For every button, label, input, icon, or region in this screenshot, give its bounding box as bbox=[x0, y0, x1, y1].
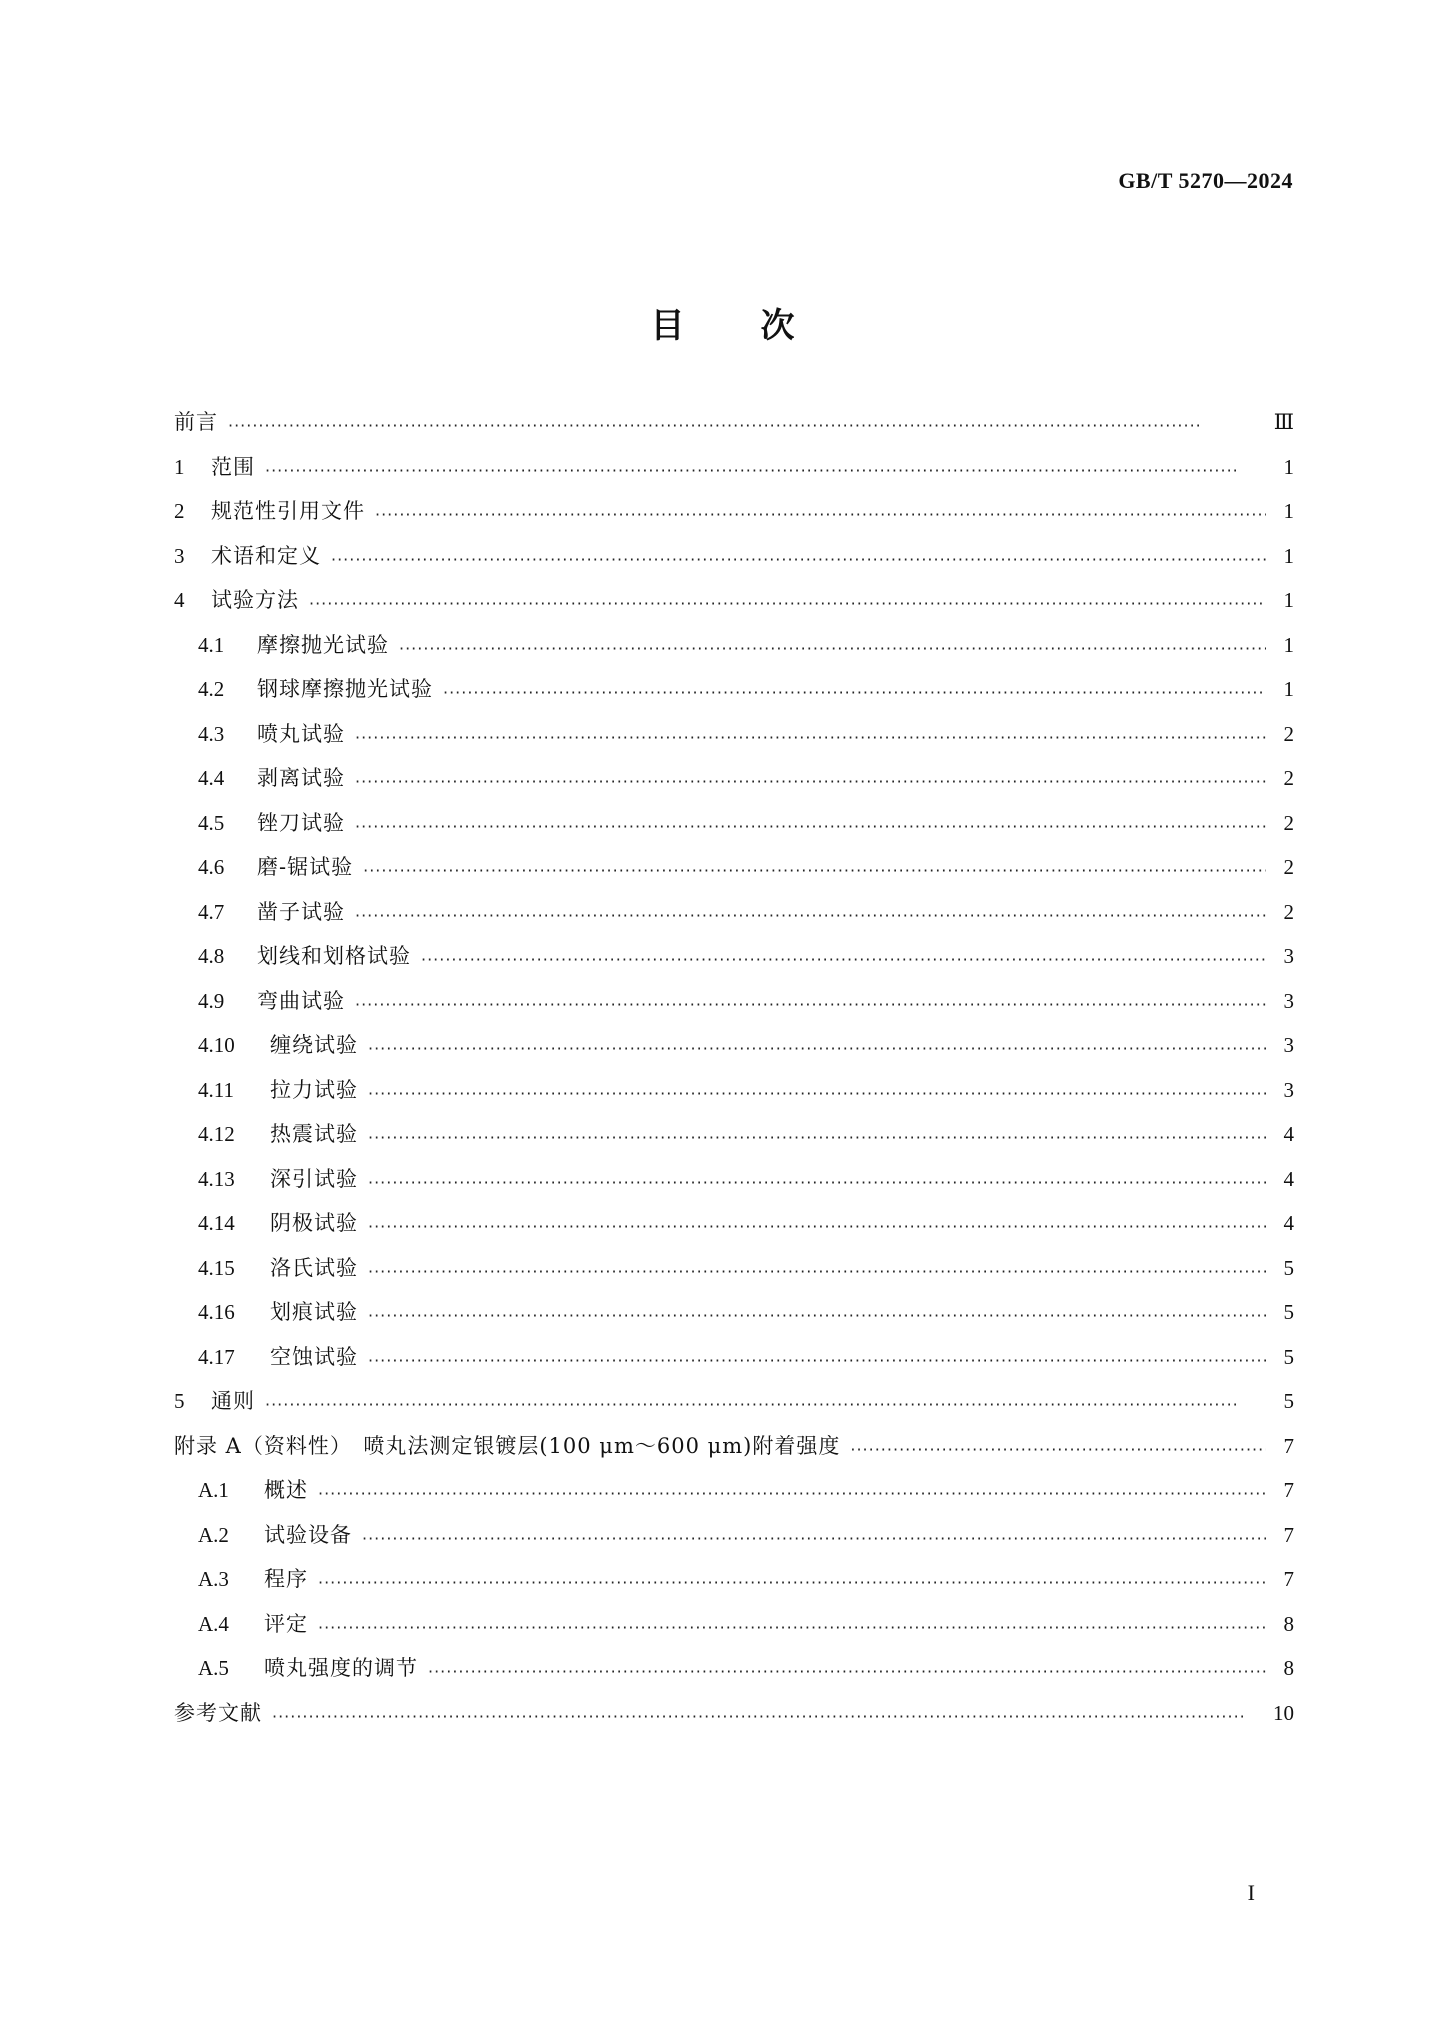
toc-entry-title: 附录 A（资料性） 喷丸法测定银镀层(100 μm～600 μm)附着强度 bbox=[174, 1433, 841, 1458]
toc-entry-title: 喷丸试验 bbox=[257, 721, 345, 746]
toc-entry-title: 弯曲试验 bbox=[257, 988, 345, 1013]
toc-leader-dots bbox=[331, 546, 1266, 566]
toc-entry-page: 10 bbox=[1273, 1700, 1294, 1725]
toc-entry-page: 2 bbox=[1283, 899, 1294, 924]
toc-entry[interactable] bbox=[174, 1074, 1294, 1119]
toc-entry-number: 4.13 bbox=[198, 1166, 235, 1191]
toc-leader-dots bbox=[318, 1480, 1266, 1500]
toc-entry-page: 1 bbox=[1283, 588, 1294, 612]
toc-entry-page: 8 bbox=[1283, 1656, 1294, 1680]
toc-leader-dots bbox=[309, 590, 1266, 610]
toc-entry-title: 钢球摩擦抛光试验 bbox=[257, 677, 433, 701]
toc-entry-number: 4.14 bbox=[198, 1211, 235, 1235]
toc-entry[interactable] bbox=[174, 1697, 1294, 1742]
toc-leader-dots bbox=[318, 1614, 1266, 1634]
toc-entry[interactable] bbox=[174, 1118, 1294, 1163]
toc-entry[interactable] bbox=[174, 1652, 1294, 1697]
toc-entry[interactable] bbox=[174, 1341, 1294, 1386]
toc-leader-dots bbox=[399, 635, 1266, 655]
toc-entry-page: 1 bbox=[1283, 632, 1294, 657]
toc-leader-dots bbox=[265, 1391, 1266, 1411]
toc-entry-title: 空蚀试验 bbox=[270, 1344, 358, 1369]
toc-entry-page: 1 bbox=[1283, 543, 1294, 568]
page-number: I bbox=[1247, 1880, 1255, 1905]
toc-entry-page: 3 bbox=[1283, 988, 1294, 1013]
toc-entry[interactable] bbox=[174, 762, 1294, 807]
toc-entry-number: 5 bbox=[174, 1389, 185, 1413]
toc-entry-page: 7 bbox=[1283, 1478, 1294, 1502]
toc-leader-dots bbox=[368, 1302, 1266, 1322]
toc-entry-number: A.2 bbox=[198, 1522, 229, 1547]
toc-leader-dots bbox=[265, 457, 1266, 477]
toc-entry-title: 剥离试验 bbox=[257, 766, 345, 790]
toc-entry-number: 4 bbox=[174, 588, 185, 612]
toc-entry-title: 评定 bbox=[264, 1611, 308, 1636]
toc-entry-page: 2 bbox=[1283, 855, 1294, 879]
standard-code: GB/T 5270—2024 bbox=[1118, 168, 1293, 193]
toc-entry-page: 7 bbox=[1283, 1433, 1294, 1458]
toc-entry[interactable] bbox=[174, 1563, 1294, 1608]
toc-entry-title: 通则 bbox=[211, 1389, 255, 1413]
toc-entry-page: 5 bbox=[1283, 1389, 1294, 1413]
toc-leader-dots bbox=[368, 1124, 1266, 1144]
toc-entry-page: 5 bbox=[1283, 1255, 1294, 1280]
toc-entry-number: 1 bbox=[174, 454, 185, 479]
toc-entry-number: 4.7 bbox=[198, 899, 225, 924]
toc-entry-title: 划痕试验 bbox=[270, 1300, 358, 1324]
toc-leader-dots bbox=[355, 813, 1266, 833]
toc-entry-title: 阴极试验 bbox=[270, 1211, 358, 1235]
toc-entry-number: 4.3 bbox=[198, 721, 225, 746]
toc-entry-number: 2 bbox=[174, 499, 185, 523]
toc-leader-dots bbox=[355, 902, 1266, 922]
toc-entry-page: 1 bbox=[1283, 499, 1294, 523]
toc-leader-dots bbox=[318, 1569, 1266, 1589]
toc-entry-number: 4.6 bbox=[198, 855, 225, 879]
toc-leader-dots bbox=[362, 1525, 1266, 1545]
toc-entry-title: 术语和定义 bbox=[211, 543, 321, 568]
toc-leader-dots bbox=[368, 1213, 1266, 1233]
toc-entry-title: 热震试验 bbox=[270, 1122, 358, 1146]
page-title: 目次 bbox=[650, 306, 871, 346]
toc-entry-page: 5 bbox=[1283, 1344, 1294, 1369]
toc-entry[interactable] bbox=[174, 1163, 1294, 1208]
toc-entry-title: 划线和划格试验 bbox=[257, 944, 411, 968]
toc-entry-number: 4.9 bbox=[198, 988, 225, 1013]
toc-entry[interactable] bbox=[174, 1385, 1294, 1430]
toc-entry-title: 喷丸强度的调节 bbox=[264, 1656, 418, 1680]
toc-entry[interactable] bbox=[174, 1608, 1294, 1653]
toc-entry-title: 锉刀试验 bbox=[257, 810, 345, 835]
toc-entry-number: 4.10 bbox=[198, 1033, 235, 1057]
toc-entry-title: 磨-锯试验 bbox=[257, 855, 354, 879]
toc-entry-title: 试验方法 bbox=[211, 588, 299, 612]
toc-entry-page: 5 bbox=[1283, 1300, 1294, 1324]
toc-leader-dots bbox=[355, 991, 1266, 1011]
toc-leader-dots bbox=[355, 724, 1266, 744]
toc-entry[interactable] bbox=[174, 1029, 1294, 1074]
toc-leader-dots bbox=[272, 1703, 1263, 1723]
toc-entry[interactable] bbox=[174, 673, 1294, 718]
toc-leader-dots bbox=[363, 857, 1266, 877]
toc-entry-number: 4.17 bbox=[198, 1344, 235, 1369]
toc-entry[interactable] bbox=[174, 940, 1294, 985]
toc-entry-page: 1 bbox=[1283, 677, 1294, 701]
toc-entry-title: 摩擦抛光试验 bbox=[257, 632, 389, 657]
toc-entry-page: 1 bbox=[1283, 454, 1294, 479]
toc-entry-number: 4.8 bbox=[198, 944, 225, 968]
toc-leader-dots bbox=[368, 1080, 1266, 1100]
toc-entry-number: 4.4 bbox=[198, 766, 225, 790]
toc-entry[interactable] bbox=[174, 1252, 1294, 1297]
toc-leader-dots bbox=[368, 1347, 1266, 1367]
toc-entry[interactable] bbox=[174, 495, 1294, 540]
toc-entry-number: A.5 bbox=[198, 1656, 229, 1680]
toc-entry-page: 3 bbox=[1283, 1033, 1294, 1057]
toc-entry-page: 4 bbox=[1283, 1211, 1294, 1235]
toc-entry-number: A.1 bbox=[198, 1478, 229, 1502]
toc-entry[interactable] bbox=[174, 451, 1294, 496]
toc-entry-number: A.3 bbox=[198, 1567, 229, 1591]
toc-leader-dots bbox=[850, 1436, 1266, 1456]
toc-leader-dots bbox=[375, 501, 1266, 521]
toc-entry-number: 4.11 bbox=[198, 1077, 234, 1102]
toc-entry-number: 4.1 bbox=[198, 632, 225, 657]
toc-entry-page: 3 bbox=[1283, 944, 1294, 968]
toc-leader-dots bbox=[368, 1169, 1266, 1189]
toc-entry-page: 2 bbox=[1283, 721, 1294, 746]
toc-entry[interactable] bbox=[174, 718, 1294, 763]
toc-entry[interactable] bbox=[174, 1296, 1294, 1341]
toc-entry-title: 凿子试验 bbox=[257, 899, 345, 924]
toc-entry-title: 参考文献 bbox=[174, 1700, 262, 1725]
toc-entry[interactable] bbox=[174, 985, 1294, 1030]
toc-entry-page: 7 bbox=[1283, 1522, 1294, 1547]
toc-entry[interactable] bbox=[174, 896, 1294, 941]
toc-entry[interactable] bbox=[174, 1207, 1294, 1252]
toc-entry-title: 洛氏试验 bbox=[270, 1255, 358, 1280]
toc-leader-dots bbox=[368, 1035, 1266, 1055]
toc-entry-title: 深引试验 bbox=[270, 1166, 358, 1191]
toc-entry-title: 规范性引用文件 bbox=[211, 499, 365, 523]
toc-entry[interactable] bbox=[174, 540, 1294, 585]
toc-leader-dots bbox=[368, 1258, 1266, 1278]
toc-leader-dots bbox=[421, 946, 1266, 966]
toc-entry-number: 4.5 bbox=[198, 810, 225, 835]
toc-entry-page: Ⅲ bbox=[1273, 410, 1294, 434]
toc-entry-title: 拉力试验 bbox=[270, 1077, 358, 1102]
toc-leader-dots bbox=[355, 768, 1266, 788]
toc-entry-title: 程序 bbox=[264, 1567, 308, 1591]
toc-entry-page: 7 bbox=[1283, 1567, 1294, 1591]
toc-entry-title: 范围 bbox=[211, 454, 255, 479]
toc-entry-page: 8 bbox=[1283, 1611, 1294, 1636]
toc-entry-title: 前言 bbox=[174, 410, 218, 434]
toc-entry[interactable] bbox=[174, 1519, 1294, 1564]
toc-entry-page: 3 bbox=[1283, 1077, 1294, 1102]
toc-entry[interactable] bbox=[174, 851, 1294, 896]
toc-entry-number: 4.2 bbox=[198, 677, 225, 701]
toc-leader-dots bbox=[428, 1658, 1266, 1678]
toc-entry-title: 概述 bbox=[264, 1478, 308, 1502]
toc-leader-dots bbox=[228, 412, 1264, 432]
toc-entry-page: 2 bbox=[1283, 766, 1294, 790]
toc-entry[interactable] bbox=[174, 807, 1294, 852]
toc-entry[interactable] bbox=[174, 406, 1294, 451]
toc-entry-number: 4.12 bbox=[198, 1122, 235, 1146]
toc-entry[interactable] bbox=[174, 584, 1294, 629]
toc-entry-number: 4.16 bbox=[198, 1300, 235, 1324]
toc-entry[interactable] bbox=[174, 1430, 1294, 1475]
toc-entry-page: 2 bbox=[1283, 810, 1294, 835]
toc-entry[interactable] bbox=[174, 629, 1294, 674]
toc-entry-number: 3 bbox=[174, 543, 185, 568]
toc-entry-page: 4 bbox=[1283, 1122, 1294, 1146]
toc-entry-title: 试验设备 bbox=[264, 1522, 352, 1547]
toc-entry-number: A.4 bbox=[198, 1611, 229, 1636]
toc-entry[interactable] bbox=[174, 1474, 1294, 1519]
table-of-contents bbox=[174, 406, 1294, 1741]
toc-entry-title: 缠绕试验 bbox=[270, 1033, 358, 1057]
toc-entry-page: 4 bbox=[1283, 1166, 1294, 1191]
toc-leader-dots bbox=[443, 679, 1266, 699]
toc-entry-number: 4.15 bbox=[198, 1255, 235, 1280]
